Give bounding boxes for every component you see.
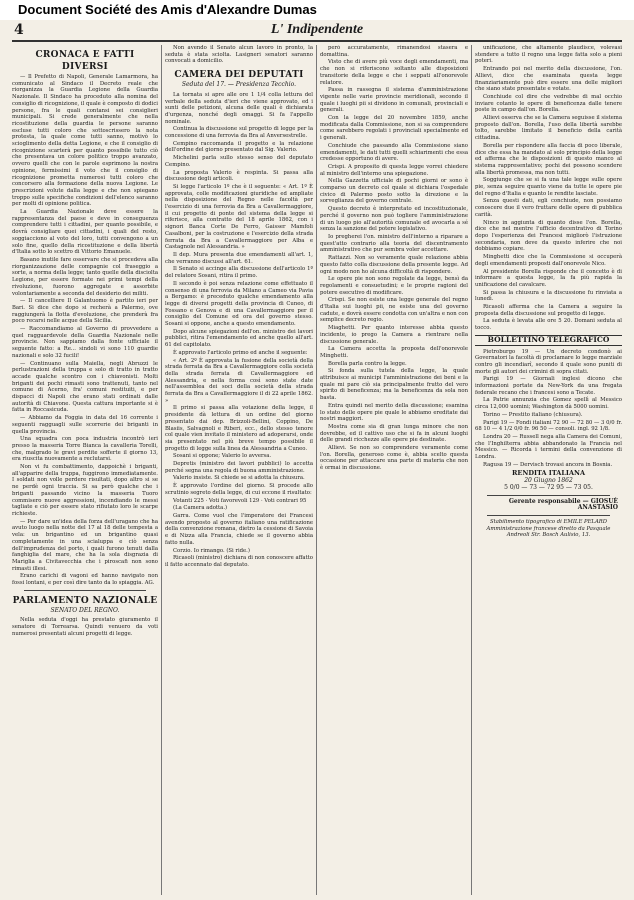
col4-body: [475, 45, 622, 332]
gerente-signature: Gerente responsabile — GIOSUÈ ANASTASIO: [508, 497, 618, 512]
column-divider: [316, 45, 317, 895]
paragraph: La Patrie annunzia che Gomez spellì al Messico circa 12,000 uomini; Washington dà 5000 uomini.: [475, 397, 622, 411]
paragraph: Miaghetti. Per quanto interesse abbia questo incidente, io prego la Camera a rientrare nella discussione generale.: [320, 325, 468, 345]
rendita-date: 20 Giugno 1862: [524, 477, 573, 485]
section-title-cronaca: CRONACA E FATTI DIVERSI: [35, 50, 135, 72]
paragraph: Visto che di avere più voce degli emendamenti, ma che non si riferiscono soltanto alle disposizioni transitorie della legge e che i seppati all'onorevole relatore.: [320, 59, 468, 86]
paragraph: Torino — Prestito italiano (chiusura).: [483, 411, 583, 418]
section-subtitle-senato: SENATO DEL REGNO.: [50, 606, 120, 614]
paragraph: Valerio insiste. Si chiede se si adotta la chiusura.: [173, 475, 305, 482]
paragraph: Le opere pie non sono regolate da legge, bensì da regolamenti e consuetudini; e le proprie ragioni del potere esecutivo di modificare.: [320, 276, 468, 296]
paragraph: Questo decreto è interpretato ed incostituzionale, perché il governo non può togliere l'amministrazione di un luogo pio all'autorità comunale ed avocarla a sé senza la sanzione del potere legislativo.: [320, 206, 468, 233]
paragraph: Ninco in aggiunta di quanto disse l'on. Borella, dice che nel mentre l'ufficio decentrativo di Torino dopo l'esperienza dei Francesi migliorò l'istruzione secondaria, non deve da questo inferire che noi dobbiamo copiare.: [475, 219, 622, 253]
divider-rule: [24, 590, 146, 591]
divider-rule: [487, 515, 610, 516]
paragraph: però accuratamente, rimanendosi stasera e domattina.: [320, 45, 468, 58]
rendita-values: 5 0/0 — 73 — 72 95 — 73 05.: [504, 483, 593, 491]
page-header: [12, 22, 622, 42]
paragraph: Senza questi dati, egli conchiude, non possiamo conoscere due il vero fruttare delle opere di pubblica carità.: [475, 198, 622, 218]
paragraph: Borella parla contro la legge.: [328, 360, 407, 367]
paragraph: Nella Gazzetta ufficiale di pochi giorni or sono è comparso un decreto col quale si dichiara l'ospedale civico di Palermo posto sotto la direzione e la sorveglianza del governo centrale.: [320, 178, 468, 205]
paragraph: (La Camera adotta.): [173, 505, 228, 512]
section-title-parlamento: PARLAMENTO NAZIONALE: [12, 595, 158, 606]
paragraph: Passa in rassegna il sistema d'amministrazione vigente nelle varie provincie meridionali, secondo il quale i luoghi pii si dividono in comunali, provinciali e generali.: [320, 87, 468, 114]
paragraph: — Il Prefetto di Napoli, Generale Lamarmora, ha comunicato al Sindaco il Decreto reale che riorganizza la Guardia Legione della Guardia Nazionale. Il Sindaco ha proceduto alla nomina del consiglio di ricognizione, il quale è composto di dodici persone, fra le quali contansi sei consiglieri municipali. Si crede generalmente che nella ricostituzione della guardia le persone saranno escluse tutti coloro che sottoscrissero la nota protesta, la quale come tutti sanno, motivò lo scioglimento della detta Legione, e che il consiglio di ricognizione scarterà per quanto possibile tutto ciò che presentava un colore politico troppo avanzato, ovvero quelli che con le parole esprimono la nostra opinione, fermissimi il voto che il consiglio di ricognizione prometta numerosi tutti coloro che concorsero alla formazione della nuova Legione. Le prescrizioni volute dalla legge e che non spiegano troppo sulle specifiche condizioni dell'elenco saranno per molti di opinione politica.: [12, 74, 158, 208]
paragraph: Erano carichi di vagoni ed hanno navigato non fossi lontani, e per così dire tanto da lo spiaggia. AG.: [12, 573, 158, 587]
col3-body: [320, 45, 468, 472]
paragraph: Non vi fu combattimento, dappoichè i briganti, all'apparire della truppa, fuggirono immediatamente. I soldati non volle perdere risultati, dopo altro si se ne perdè ogni traccia. Si sa però qualche che i briganti passando vicino la masseria Tuoro commisero nuove aggressioni, incendiando le messi tagliate e ciò per essere stato rifiutato loro le scarpe richieste.: [12, 464, 158, 517]
masthead: L' Indipendente: [270, 22, 364, 37]
paragraph: Parigi 19 — Giornali inglesi dicono che informazioni portate da New-York da una fregata federale recano che i francesi sono a Tecate.: [475, 376, 622, 396]
parlamento-text: Nella seduta d'oggi ha prestato giuramento il senatore di Torrearsa. Quindi venuero da voti numerosi presentati alcuni progetti di legge.: [12, 617, 158, 637]
paragraph: La tornata si apre alle ore 1 1/4 colla lettura del verbale della seduta d'ieri che viene approvato, ed i sunti delle petizioni, alcuna delle quali è dichiarata d'urgenza, nonché degli omaggi. Si fa l'appello nominale.: [165, 91, 313, 125]
paragraph: Sosani si oppone; Valerio lo avversa.: [173, 453, 272, 460]
paragraph: La proposta Valerio è respinta. Si passa alla discussione degli articoli.: [165, 169, 313, 183]
telegraph-body: [475, 349, 622, 469]
paragraph: Cempino raccomanda il progetto e la relazione dell'ordine del giorno presentato dal Sig. Valerio.: [165, 140, 313, 154]
paragraph: Michelini parla sullo stesso senso del deputato Cempino.: [165, 155, 313, 168]
col1-body: [12, 74, 158, 587]
paragraph: Conchiude che passando alla Commissione siano emendamenti, le dati tutti quelli schiarimenti che essa credesse opportuno di avere.: [320, 142, 468, 163]
paragraph: Parigi 19 — Fondi italiani 72 90 — 72 80 — 3 0/0 fr. 68 10 — 4 1/2 0/0 fr. 96 50 — consoli. ingl. 92 1/8.: [475, 419, 622, 433]
paragraph: Basano inutile fare osservare che si procedeva alla riorganizzazione delle compagnie col fraseggio a sorte, a norma della legge; tanto quelle della disciolta Legione, per essere formate nei primi tempi della rivoluzione, fuorono aggregate e assorbite volontariamente a seconda del desiderio dei militi.: [12, 256, 158, 297]
paragraph: È approvato l'articolo primo ed anche il seguente:: [173, 349, 308, 356]
column-1: [12, 45, 158, 895]
paragraph: Dopo alcune spiegazioni dell'on. ministro dei lavori pubblici, ritira l'emendamento ed anche quello all'art. 61 del capitolato.: [165, 328, 313, 349]
paragraph: Rattazzi. Non so veramente quale relazione abbia questo fatto colla discussione della presente legge. Ad ogni modo non ho alcuna difficoltà di rispondere.: [320, 255, 468, 275]
paragraph: La seduta è levata alle ore 5 20. Domani seduta al tocco.: [475, 318, 622, 332]
paragraph: Al presidente Borella risponde che il concetto è di informare a questa legge, la fa più rapida la unificazione del cavalcare.: [475, 268, 622, 288]
paragraph: Si passa la chiusura e la discussione fu rinviata a lunedì.: [475, 289, 622, 303]
column-3: [320, 45, 468, 895]
column-2: [165, 45, 313, 895]
column-divider: [471, 45, 472, 895]
printer-imprint: Stabilimento tipografico di EMILE PELARD Amministrazione francese diretto da Pasquale Andreoli Str. Bosch Aulisio, 13.: [486, 519, 611, 539]
paragraph: Il primo si passa alla votazione della legge, il presidente dà lettura di un ordine del giorno presentato dai dep. Brizzoli-Bellini, Coppino, De Blasiis, Salvagnoli e Riberi, ecc., dello stesso tenore col quale vien invitato il ministero ad adoperarsi, onde sia presentato nel più breve tempo possibile il progetto di legge sulla linea da Alessandria a Cuneo.: [165, 405, 313, 452]
paragraph: Mostra come sia di gran lunga minore che non dovrebbe, ed il cattivo uso che si fa in alcuni luoghi delle grandi ricchezze alle opere pie destinate.: [320, 423, 468, 444]
paragraph: Si legge l'articolo 1º che è il seguente: « Art. 1º È approvata, colle modificazioni giuridiche ed ampliate nella disposizione del Regno nelle facoltà per l'esercizio di una ferrovia da Bra a Cavallermaggiore, il cui progetto di ponte del sistema della legge si riferisce, alla contratto del 18 aprile 1862, con i signori Banca Corte De Ferro, Gaisser Mamfoli Casalboni, per la costruzione e l'esercizio della strada ferrata da Bra a Cavallermaggiore per Alba e Castagnole nel Alessandria. »: [165, 183, 313, 251]
paragraph: Ragusa 19 — Dervisch trovasi ancora in Bosnia.: [483, 461, 613, 468]
paragraph: unificazione, che altamente plaudisce, volevasi stendere a tutto il regno una legge fatta solo a pieni poteri.: [475, 45, 622, 65]
paragraph: — Continuano sulla Maiella, negli Abruzzi le perlustrazioni della truppa e solo di tratto in tratto accade qualche scontro con i chiavonisti. Molti briganti dei pochi rimasti sono trattenuti, tanto nel comune di Acerno, fra' comuni restituiti, e per dispacci di Napoli che erano stati ordinati dalle autorità di Chiavone. Questa cattura importante si è fatta in Roccasicuda.: [12, 360, 158, 414]
paragraph: Ricasoli (ministro) dichiara di non conoscere affatto il fatto accennato dal deputato.: [165, 555, 313, 568]
paragraph: Depretis (ministro dei lavori pubblici) lo accetta perché segna una regola di buona amministrazione.: [165, 461, 313, 474]
paragraph: Borella per rispondere alla faccia di poco liberale, dice che essa ha mandato al solo principio della legge ed afferma che le disposizioni di questo manco al sistema rappresentativo; pochi dei possono scendere alla libertà promessa, ma non tutti.: [475, 142, 622, 176]
paragraph: « Art. 2º È approvata la fusione della società della strada ferrata da Bra a Cavallermaggiore colla società della strada ferrata di Cavallermaggiore ed Alessandria, e nella forma così sono state date nell'assemblea dei soci della società della strada ferrata da Bra a Cavallermaggiore il di 22 aprile 1862. »: [165, 357, 313, 404]
document-banner: Document Société des Amis d'Alexandre Dumas: [0, 0, 634, 20]
columns: [12, 45, 622, 895]
paragraph: — Per dare un'idea della forza dell'uragano che ha avuto luogo nella notte del 17 al 18 delle tempesta a vela: un brigantino ed un brigantino quasi completamente in una scialuppa e ciò senza dell'imprudenza del porto, i quali furono tenuti dalla fanghiglia del mare, che ha la sola disgrazia di Mariglia a Civitavecchia che i piroscafi non sono rimasti illesi.: [12, 518, 158, 572]
paragraph: Votanti 225 · Voti favorevoli 129 · Voti contrari 95: [173, 497, 307, 504]
paragraph: — Raccomandiamo al Governo di provvedere a quel ragguardevole della Guardia Nazionale nelle provincie. Non sappiamo dalla fonte ufficiale il seguente fatto: a Re... sindoli vi sono 110 guardie nazionali e solo 32 fucili!: [12, 326, 158, 359]
paragraph: Continua la discussione sul progetto di legge per la concessione di una ferrovia da Bra al Anversestrelle.: [165, 126, 313, 140]
rendita-block: [475, 470, 622, 491]
paragraph: La Guardia Nazionale deve essere la rappresentanza del paese e deve in conseguenza comprendere tutti i cittadini, per quanto possibile, e dovrà consigliare quei cittadini, i quali del resto, soggiacciono al voto del loro, tutti convengono a un solo fine, quello della ricostituzione e della libertà d'Italia sotto lo scettro di Vittorio Emanuele.: [12, 209, 158, 256]
paragraph: Entrando poi nel merito della discussione, l'on. Allievi, dice che esaminata questa legge finanziariamente può dire essere una delle migliori che siano state presentate e votate.: [475, 66, 622, 93]
paragraph: La Camera accetta la proposta dell'onorevole Minghetti.: [320, 346, 468, 359]
paragraph: Garra. Come vuol che l'imperatore dei Francesi avendo proposto al governo italiano una ratificazione della convenzione romana, dietro la cessione di Savoia e di Nizza alla Francia, chiede se il governo abbia fatto nulla.: [165, 513, 313, 546]
paragraph: Allievi osserva che se la Camera seguisse il sistema proposto dall'on. Borella, l'uso della libertà sarebbe tolto, sarebbe limitato il beneficio della carità cittadina.: [475, 115, 622, 142]
section-subtitle-seduta: Seduta del 17. — Presidenza Tecchio.: [181, 81, 297, 89]
paragraph: Crispi. A proposito di questa legge vorrei chiedere al ministro dell'interno una spiegazione.: [320, 163, 468, 177]
rendita-label: RENDITA ITALIANA: [512, 469, 585, 478]
paragraph: Pietroburgo 19 — Un decreto condonò ai Governatori la facoltà di proclamare lo legge marziale contro gli incendiarî, secondo il quale sono puniti di morte gli autori dei crimini di sopra citati.: [475, 348, 622, 375]
paragraph: Io pregherei l'on. ministro dell'interno a riparare a quest'atto contrario alla teoria del discentramento amministrativo che pur sembra voler accettare.: [320, 233, 468, 254]
column-divider: [161, 45, 162, 895]
column-4: [475, 45, 622, 895]
paragraph: — Il cancelliere Il Galantuomo è partito ieri per Bari. Si dice che dopo si recherà a Palermo, ove raggiungerà la flotta d'evoluzione, che prenderà fra poco recarsi nelle acque della Sicilia.: [12, 298, 158, 325]
paragraph: Ricasoli afferma che la Camera a seguire la proposta della discussione sul progetto di legge.: [475, 304, 622, 317]
paragraph: Minghetti dice che la Commissione si occuperà degli emendamenti proposti dall'onorevole Nico.: [475, 254, 622, 267]
col2-intro: Non avendo il Senato alcun lavoro in pronto, la seduta è stata sciolta. Lasigneri senatori saranno convocati a domicilio.: [165, 45, 313, 65]
page-number: 4: [14, 22, 24, 38]
paragraph: Allievi. Se non so comprendere veramente come l'on. Borella, generoso come è, abbia scelto questa occasione per attaccare una parte di materia che non è ormai in discussione.: [320, 445, 468, 472]
divider-rule: [487, 495, 610, 496]
paragraph: Si fonda sulla tutela della legge, la quale attribuisce ai municipi l'amministrazione dei beni e la quale mi pare ciò sia principalmente frutto del vero spirito di beneficenza; ma la beneficenza da sola non basta.: [320, 368, 468, 402]
paragraph: Il Senato si accinge alla discussione dell'articolo 1º del relatore Sosani, ritira il primo.: [165, 266, 313, 280]
paragraph: È approvato l'ordine del giorno. Si procede allo scrutinio segreto della legge, di cui eccone il risultato:: [165, 483, 313, 496]
section-title-camera: CAMERA DEI DEPUTATI: [174, 70, 304, 81]
paragraph: Il secondo è poi senza relazione come effettuato il consenso di una ferrovia da Milano a Cameo via Pavia a Bergamo: è preceduto qualche emendamento alla legge di diversi progetti della provincia di Cuneo, di Fossano e Genova e di una Cavallermaggiore per il consiglio del Comune ed ora del governo stesso. Sosani si oppone, anche a questo emendamento.: [165, 280, 313, 328]
paragraph: Con la legge del 20 novembre 1859, anche modificata dalla Commissione, non si sa comprendere come sarebbero regolati i provinciali specialmente ed i generali.: [320, 115, 468, 142]
paragraph: Una squadra con poca industria incontrò ieri presso la masseria Torre Bianca la cavalleria Torelli, che, malgrado le gravi perdite sofferte il giorno 13, era riuscita nuovamente a reclutarsi.: [12, 436, 158, 463]
paragraph: Londra 20 — Russell nega alla Camera dei Comuni, che l'Inghilterra abbia abbandonato la Francia nel Messico. — Ricorda i termini della convenzione di Londra.: [475, 433, 622, 461]
paragraph: Corzio. Io rimango. (Si ride.): [173, 547, 250, 554]
paragraph: Conchiude col dire che vedrebbe di mal occhio inviare cotanto le opere di beneficenza dalle tenere poste in campo dall'on. Borella.: [475, 93, 622, 114]
paragraph: Entra quindi nel merito della discussione; esamina lo stato delle opere pie quale le abbiamo ereditate dai nostri maggiori.: [320, 402, 468, 423]
paragraph: Soggiunge che se si fa una tale legge sulle opere pie, senza seguire quanto viene da tutte le opere pie del regno d'Italia e quanto le rendite lasciate.: [475, 177, 622, 197]
col2-body: [165, 92, 313, 569]
section-title-telegraph: BOLLETTINO TELEGRAFICO: [475, 335, 622, 346]
paragraph: — Abbiamo da Foggia in data del 16 corrente i seguenti ragguagli sulle scorrerie dei briganti in quella provincia.: [12, 415, 158, 435]
paragraph: Il dep. Mura presenta due emendamenti all'art. 1, che verranno discussi all'art. 61.: [165, 251, 313, 265]
paragraph: Crispi. Se non esiste una legge generale del regno d'Italia sui luoghi pii, ne esiste una del governo cadute, e dovrà essere condotta con un'altra e non con semplice decreto regio.: [320, 297, 468, 324]
